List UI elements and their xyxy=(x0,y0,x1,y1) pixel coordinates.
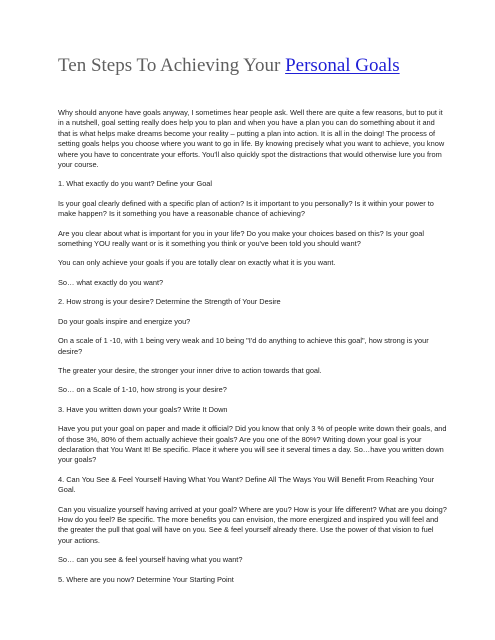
body-paragraph: Have you put your goal on paper and made it official? Did you know that only 3 % of people write down their goals, and of those 3%, 80% of them actually achieve their goals? Are you one of the 80%? Writing down your goal is your declaration that You Want It! Be specific. Place it where you will see it several times a day. So…have you written down your goals? xyxy=(58,424,447,465)
body-paragraph: The greater your desire, the stronger your inner drive to action towards that goal. xyxy=(58,365,322,375)
step-5-heading: 5. Where are you now? Determine Your Starting Point xyxy=(58,574,234,584)
body-paragraph: You can only achieve your goals if you are totally clear on exactly what it is you want. xyxy=(58,258,336,268)
step-1-heading: 1. What exactly do you want? Define your Goal xyxy=(58,179,213,189)
step-4-heading: 4. Can You See & Feel Yourself Having What You Want? Define All The Ways You Will Benefit From Reaching Your Goal. xyxy=(58,474,435,495)
article-body xyxy=(58,108,448,594)
step-2-heading: 2. How strong is your desire? Determine the Strength of Your Desire xyxy=(58,297,281,307)
body-paragraph: So… on a Scale of 1-10, how strong is your desire? xyxy=(58,385,227,395)
intro-paragraph: Why should anyone have goals anyway, I sometimes hear people ask. Well there are quite a few reasons, but to put it in a nutshell, goal setting really does help you to plan and when you have a plan you can do something about it and that is what helps make dreams become your reality – putting a plan into action. It is all in the doing! The process of setting goals helps you choose where you want to go in life. By knowing precisely what you want to achieve, you know where you have to concentrate your efforts. You'll also quickly spot the distractions that would otherwise lure you from your course. xyxy=(58,108,445,170)
body-paragraph: Are you clear about what is important for you in your life? Do you make your choices based on this? Is your goal something YOU really want or is it something you think or you've been told you should want? xyxy=(58,228,425,249)
body-paragraph: Is your goal clearly defined with a specific plan of action? Is it important to you personally? Is it within your power to make happen? Is it something you have a reasonable chance of achieving? xyxy=(58,198,434,219)
title-text: Ten Steps To Achieving Your xyxy=(58,55,286,76)
personal-goals-link[interactable]: Personal Goals xyxy=(285,55,400,76)
body-paragraph: Do your goals inspire and energize you? xyxy=(58,316,191,326)
body-paragraph: On a scale of 1 -10, with 1 being very weak and 10 being "I'd do anything to achieve this goal", how strong is your desire? xyxy=(58,336,429,356)
body-paragraph: Can you visualize yourself having arrived at your goal? Where are you? How is your life different? What are you doing? How do you feel? Be specific. The more benefits you can envision, the more energized and inspired you will feel and the greater the pull that goal will have on you. See & feel yourself already there. Use the power of that vision to fuel your actions. xyxy=(58,504,447,545)
body-paragraph: So… what exactly do you want? xyxy=(58,277,164,287)
page-title xyxy=(58,54,478,78)
step-3-heading: 3. Have you written down your goals? Write It Down xyxy=(58,404,228,414)
body-paragraph: So… can you see & feel yourself having what you want? xyxy=(58,555,243,565)
